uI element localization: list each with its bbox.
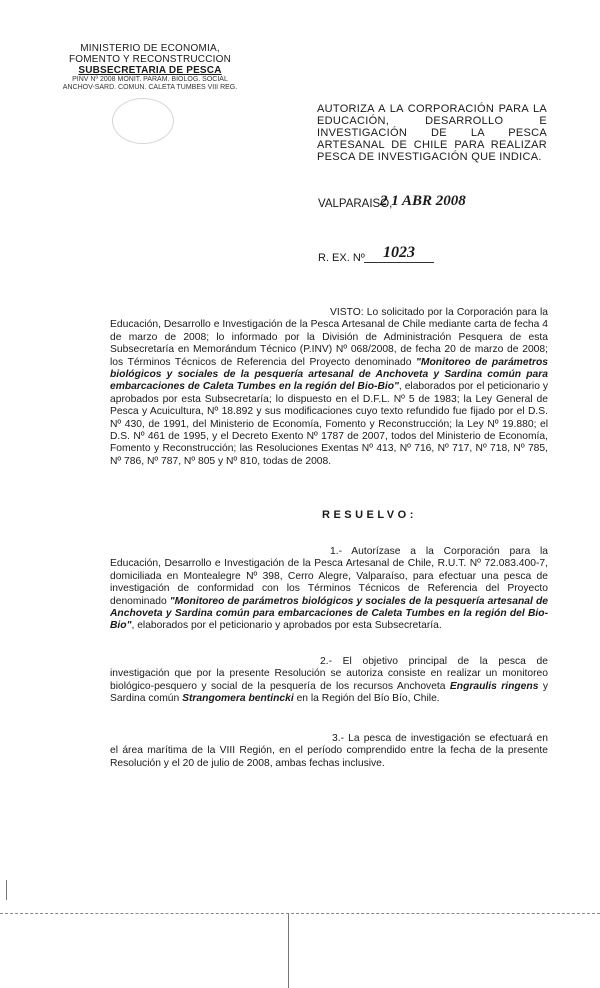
article-1-text-a: 1.- Autorízase a la Corporación para la Educación, Desarrollo e Investigación de la Pesca Artesanal de Chile, R.U.T. Nº 72.083.400-7, domiciliada en Montealegre Nº 398, Cerro Alegre, Valparaíso, para efectuar una pesca de investigación de conformidad con los Términos Técnicos de Referencia del Proyecto denominado: [110, 546, 548, 607]
visto-text-1: VISTO: Lo solicitado por la Corporación para la Educación, Desarrollo e Investigación de la Pesca Artesanal de Chile mediante carta de fecha 4 de marzo de 2008; lo informado por la División de Administración Pesquera de esta Subsecretaría en Memorándum Técnico (P.INV) Nº 068/2008, de fecha 20 de marzo de 2008; los Términos Técnicos de Referencia del Proyecto denominado: [110, 307, 548, 368]
scan-fold-line: [0, 913, 600, 914]
resuelvo-heading: RESUELVO:: [322, 509, 417, 521]
article-3: 3.- La pesca de investigación se efectuará en el área marítima de la VIII Región, en el período comprendido entre la fecha de la presente Resolución y el 20 de julio de 2008, ambas fechas inclusive.: [110, 733, 548, 769]
article-1-text-b: , elaborados por el peticionario y aprobados por esta Subsecretaría.: [131, 620, 442, 632]
official-seal-stamp: [112, 98, 174, 144]
header-line-1: MINISTERIO DE ECONOMIA,: [80, 43, 220, 54]
article-1-project-title: "Monitoreo de parámetros biológicos y sociales de la pesquería artesanal de Anchoveta y Sardina común para embarcaciones de Caleta Tumbes en la región del Bio-Bio": [110, 595, 548, 632]
species-2: Strangomera bentincki: [182, 693, 294, 705]
place-label: VALPARAISO,: [318, 198, 393, 210]
visto-paragraph: [110, 307, 548, 468]
resolution-number: 1023: [364, 244, 434, 263]
scan-edge-line: [288, 913, 289, 988]
document-summary: AUTORIZA A LA CORPORACIÓN PARA LA EDUCACIÓN, DESARROLLO E INVESTIGACIÓN DE LA PESCA ARTESANAL DE CHILE PARA REALIZAR PESCA DE INVESTIGACIÓN QUE INDICA.: [317, 103, 547, 163]
species-1: Engraulis ringens: [449, 680, 539, 692]
visto-project-title: "Monitoreo de parámetros biológicos y sociales de la pesquería artesanal de Anchoveta y Sardina común para embarcaciones de Caleta Tumbes en la región del Bio-Bio": [110, 356, 548, 393]
visto-text-2: , elaborados por el peticionario y aprobados por esta Subsecretaría; lo dispuesto en el D.F.L. Nº 5 de 1983; la Ley General de Pesca y Acuicultura, Nº 18.892 y sus modificaciones cuyo texto refundido fue fijado por el D.S. Nº 430, de 1991, del Ministerio de Economía, Fomento y Reconstrucción; la Ley Nº 19.880; el D.S. Nº 461 de 1995, y el Decreto Exento Nº 1787 de 2007, todos del Ministerio de Economía, Fomento y Reconstrucción; las Resoluciones Exentas Nº 413, Nº 716, Nº 717, Nº 718, Nº 785, Nº 786, Nº 787, Nº 805 y Nº 810, todas de 2008.: [110, 381, 548, 467]
header-line-4: PINV Nº 2008 MONIT. PARAM. BIOLOG. SOCIAL ANCHOV-SARD. COMUN. CALETA TUMBES VIII REG.: [62, 76, 238, 91]
header-line-3: SUBSECRETARIA DE PESCA: [78, 65, 222, 76]
resolution-label: R. EX. Nº: [318, 252, 365, 264]
date-stamp: 2 1 ABR 2008: [380, 193, 466, 209]
header-line-2: FOMENTO Y RECONSTRUCCION: [68, 54, 232, 65]
article-1: [110, 546, 548, 633]
article-2-text-c: en la Región del Bío Bío, Chile.: [293, 693, 440, 705]
article-2: [110, 656, 548, 706]
article-2-text-b: y Sardina común: [110, 680, 548, 705]
article-2-text-a: 2.- El objetivo principal de la pesca de investigación que por la presente Resolución se autoriza consiste en realizar un monitoreo biológico-pesquero y social de la pesquería de los recursos Anchoveta: [110, 656, 548, 692]
scan-mark-left: [6, 880, 7, 900]
ministry-header: [60, 43, 240, 92]
